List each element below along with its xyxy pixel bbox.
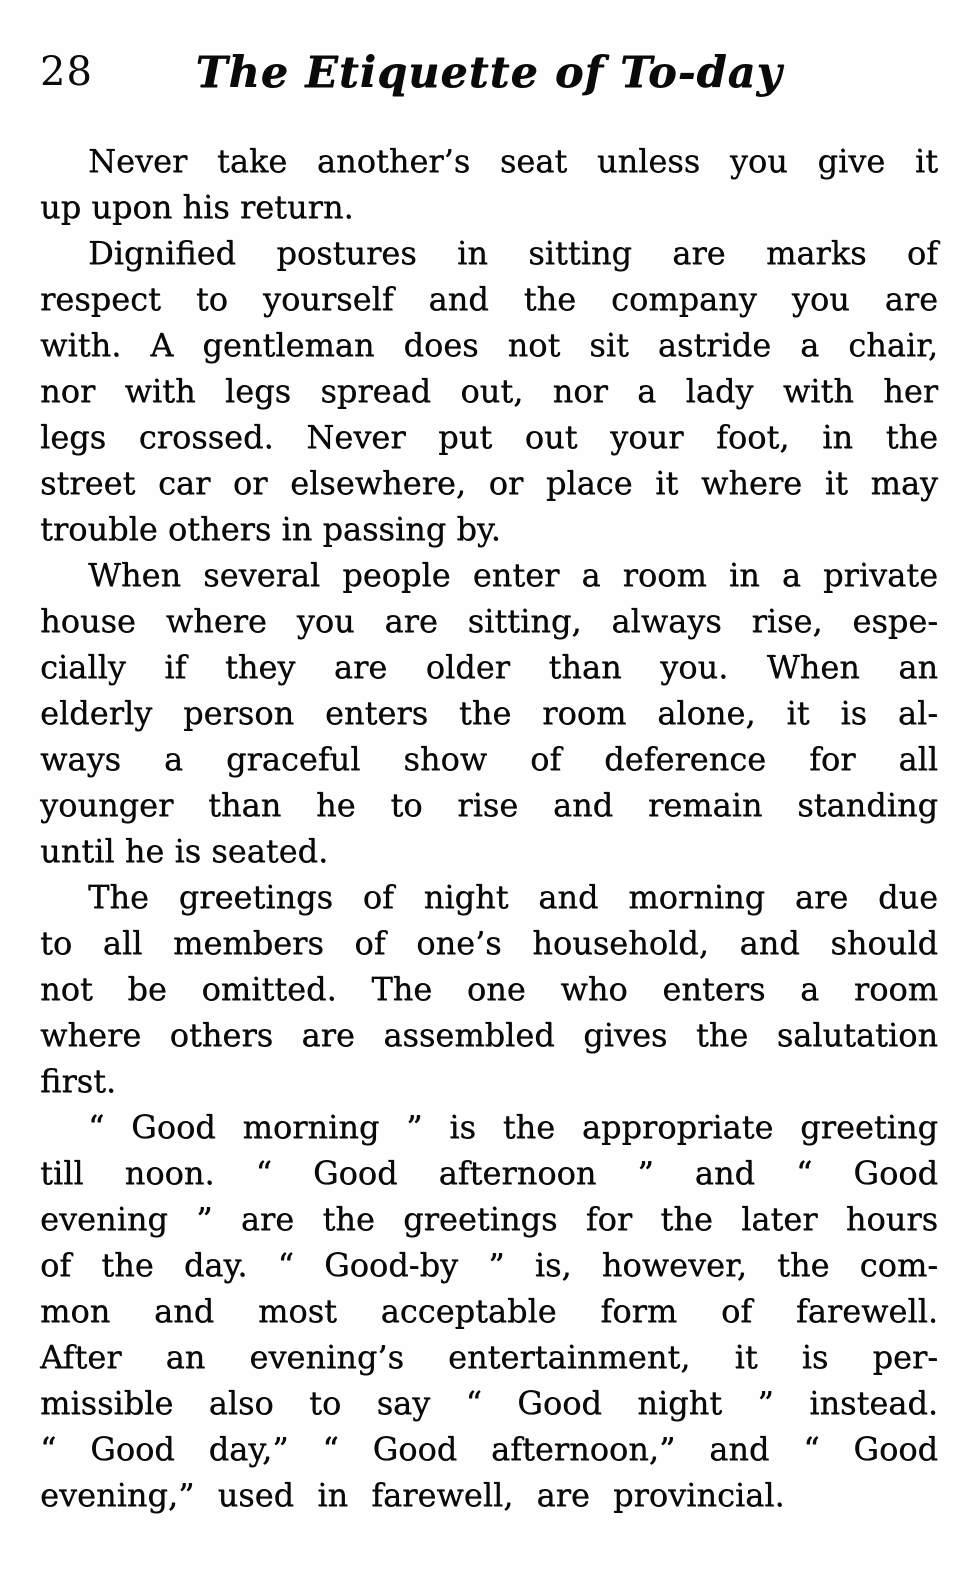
text-line: “ Good morning ” is the appropriate greeting [88,1108,938,1146]
text-line: not be omitted. The one who enters a room [40,970,938,1008]
paragraph [40,138,938,230]
text-line: missible also to say “ Good night ” instead. [40,1384,938,1422]
text-line: cially if they are older than you. When an [40,648,938,686]
page-number: 28 [40,49,93,95]
paragraph [40,230,938,552]
text-line: until he is seated. [40,832,329,870]
text-line: trouble others in passing by. [40,510,501,548]
text-line: evening,” used in farewell, are provincial. [40,1476,785,1514]
text-line: where others are assembled gives the salutation [40,1016,938,1054]
running-title: The Etiquette of To-day [195,48,783,98]
running-head [40,50,938,112]
text-line: of the day. “ Good-by ” is, however, the com- [40,1246,938,1284]
text-line: Dignified postures in sitting are marks of [88,234,938,272]
page-body [40,138,938,1518]
text-line: first. [40,1062,117,1100]
paragraph [40,874,938,1104]
text-line: When several people enter a room in a private [88,556,938,594]
text-line: to all members of one’s household, and should [40,924,938,962]
text-line: younger than he to rise and remain standing [40,786,938,824]
text-line: elderly person enters the room alone, it is al- [40,694,938,732]
text-line: up upon his return. [40,188,354,226]
text-line: street car or elsewhere, or place it where it may [40,464,938,502]
text-line: The greetings of night and morning are due [88,878,938,916]
text-line: legs crossed. Never put out your foot, in the [40,418,938,456]
text-line: “ Good day,” “ Good afternoon,” and “ Good [40,1430,938,1468]
text-line: After an evening’s entertainment, it is per- [40,1338,938,1376]
text-line: respect to yourself and the company you are [40,280,938,318]
text-line: evening ” are the greetings for the later hours [40,1200,938,1238]
text-line: with. A gentleman does not sit astride a chair, [40,326,938,364]
paragraph [40,1104,938,1518]
text-line: house where you are sitting, always rise, espe- [40,602,938,640]
text-line: ways a graceful show of deference for all [40,740,938,778]
text-line: till noon. “ Good afternoon ” and “ Good [40,1154,938,1192]
paragraph [40,552,938,874]
text-line: nor with legs spread out, nor a lady with her [40,372,938,410]
text-line: Never take another’s seat unless you give it [88,142,938,180]
text-line: mon and most acceptable form of farewell. [40,1292,938,1330]
